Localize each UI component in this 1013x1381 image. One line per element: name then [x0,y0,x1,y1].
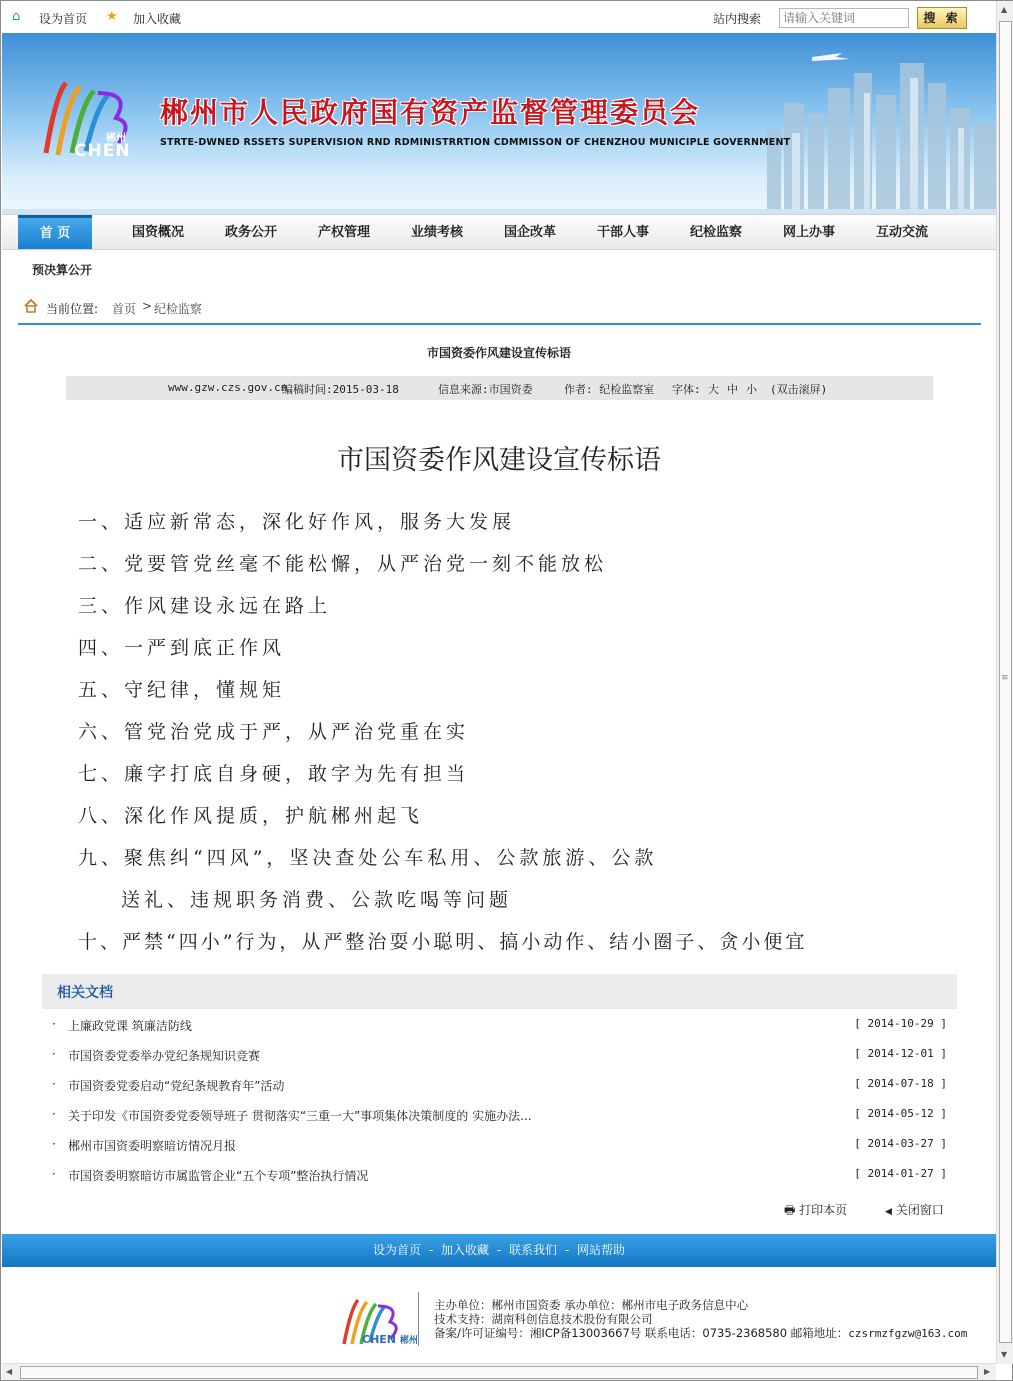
scroll-toggle[interactable]: (双击滚屏) [770,383,828,396]
footer-separator: - [428,1243,434,1257]
subnav-budget[interactable]: 预决算公开 [32,263,93,277]
nav-discipline[interactable]: 纪检监察 [689,225,742,240]
related-doc-link[interactable]: 市国资委党委启动“党纪条规教育年”活动 [68,1079,285,1093]
slogan-line: 八、深化作风提质，护航郴州起飞 [78,805,424,827]
related-docs-header [42,974,957,1009]
add-favorite-link[interactable]: 加入收藏 [133,12,182,26]
slogan-line: 六、管党治党成于严，从严治党重在实 [78,721,470,743]
related-doc-date: [ 2014-05-12 ] [854,1107,947,1120]
logo-cn-text: 郴州 [106,133,126,144]
nav-online-service[interactable]: 网上办事 [782,225,835,240]
slogan-line: 十、严禁“四小”行为，从严整治耍小聪明、搞小动作、结小圈子、贪小便宜 [78,931,808,953]
related-doc-link[interactable]: 上廉政党课 筑廉洁防线 [68,1019,192,1033]
vertical-scrollbar[interactable] [996,1,1013,1364]
slogan-line: 五、守纪律，懂规矩 [78,679,286,701]
nav-reform[interactable]: 国企改革 [503,225,556,240]
bullet-icon: · [52,1047,56,1061]
main-nav [2,214,996,250]
star-icon: ★ [106,9,118,24]
site-banner [2,33,996,214]
related-doc-item[interactable] [52,1135,947,1155]
search-button[interactable]: 搜 索 [917,7,967,29]
bullet-icon: · [52,1017,56,1031]
info-font-label: 字体: [672,383,701,396]
horizontal-scrollbar[interactable] [2,1363,996,1380]
page-viewport [2,2,996,1363]
nav-home[interactable]: 首 页 [18,215,92,249]
close-window-button[interactable] [885,1201,944,1218]
search-label: 站内搜索 [713,12,762,26]
related-doc-date: [ 2014-03-27 ] [854,1137,947,1150]
footer-favorite-link[interactable]: 加入收藏 [440,1243,489,1257]
slogan-line: 一、适应新常态，深化好作风，服务大发展 [78,511,516,533]
article-title: 市国资委作风建设宣传标语 [337,445,661,476]
nav-personnel[interactable]: 干部人事 [596,225,649,240]
related-doc-link[interactable]: 市国资委党委举办党纪条规知识竞赛 [68,1049,261,1063]
footer-sponsor: 主办单位：郴州市国资委 承办单位：郴州市电子政务信息中心 [434,1298,749,1312]
close-label: 关闭窗口 [895,1203,944,1217]
info-site: www.gzw.czs.gov.cn [168,381,288,394]
scroll-grip-icon: ≡ [1001,673,1009,683]
related-doc-date: [ 2014-10-29 ] [854,1017,947,1030]
info-source: 信息来源:市国资委 [438,383,533,396]
scroll-left-icon[interactable]: ◀ [6,1367,13,1376]
print-button[interactable] [784,1201,847,1222]
slogan-line: 七、廉字打底自身硬，敢字为先有担当 [78,763,470,785]
home-icon: ⌂ [12,9,21,24]
footer-tech-support: 技术支持：湖南科创信息技术股份有限公司 [434,1312,653,1326]
related-doc-link[interactable]: 郴州市国资委明察暗访情况月报 [68,1139,237,1153]
breadcrumb-label: 当前位置: [46,302,99,316]
slogan-line: 三、作风建设永远在路上 [78,595,332,617]
footer-separator: - [564,1243,570,1257]
nav-interaction[interactable]: 互动交流 [875,225,928,240]
info-author: 作者: 纪检监察室 [564,383,655,396]
breadcrumb-current-link[interactable]: 纪检监察 [154,302,203,316]
related-docs-title: 相关文档 [57,985,113,1001]
top-bar [2,2,996,33]
slogan-line: 九、聚焦纠“四风”，坚决查处公车私用、公款旅游、公款 [78,847,658,869]
related-doc-item[interactable] [52,1015,947,1035]
home-icon [24,299,38,313]
search-input[interactable] [779,8,909,28]
article-info-bar [66,376,933,400]
footer-help-link[interactable]: 网站帮助 [577,1243,626,1257]
footer-icp [434,1325,967,1341]
bullet-icon: · [52,1107,56,1121]
print-label: 打印本页 [799,1203,848,1217]
nav-property[interactable]: 产权管理 [317,225,370,240]
nav-performance[interactable]: 业绩考核 [410,225,463,240]
footer-logo-text: CHEN 郴州 [362,1333,418,1346]
bullet-icon: · [52,1137,56,1151]
footer-links-bar [2,1234,996,1267]
bullet-icon: · [52,1077,56,1091]
slogan-line: 二、党要管党丝毫不能松懈，从严治党一刻不能放松 [78,553,608,575]
related-doc-item[interactable] [52,1165,947,1185]
related-doc-link[interactable]: 市国资委明察暗访市属监管企业“五个专项”整治执行情况 [68,1169,369,1183]
breadcrumb [18,292,981,325]
footer-set-home-link[interactable]: 设为首页 [372,1243,421,1257]
breadcrumb-home-link[interactable]: 首页 [112,302,137,316]
footer-separator: - [496,1243,502,1257]
horizontal-scroll-thumb[interactable] [20,1366,978,1379]
article-header-title: 市国资委作风建设宣传标语 [426,346,571,360]
breadcrumb-separator: > [142,299,153,313]
font-small-button[interactable]: 小 [746,383,757,396]
related-doc-date: [ 2014-12-01 ] [854,1047,947,1060]
scroll-down-icon[interactable]: ▼ [1001,1350,1008,1359]
set-home-link[interactable]: 设为首页 [39,12,88,26]
slogan-line: 四、一严到底正作风 [78,637,286,659]
back-arrow-icon: ◀ [885,1207,892,1217]
printer-icon: 🖶 [784,1203,796,1217]
footer-contact-link[interactable]: 联系我们 [509,1243,558,1257]
site-subtitle: STRTE-DWNED RSSETS SUPERVISION RND RDMINISTRRTION CDMMISSON OF CHENZHOU MUNICIPLE GOVERNMENT [160,137,791,148]
info-edit-time: 编稿时间:2015-03-18 [282,383,399,396]
related-doc-link[interactable]: 关于印发《市国资委党委领导班子 贯彻落实“三重一大”事项集体决策制度的 实施办法... [68,1109,532,1123]
related-doc-date: [ 2014-01-27 ] [854,1167,947,1180]
logo-text: CHEN [74,141,131,161]
bullet-icon: · [52,1167,56,1181]
related-doc-item[interactable] [52,1075,947,1095]
nav-gov-affairs[interactable]: 政务公开 [224,225,277,240]
footer-email: czsrmzfgzw@163.com [848,1327,968,1340]
footer-icp-text: 备案/许可证编号：湘ICP备13003667号 联系电话：0735-2368580 邮箱地址： [434,1326,849,1340]
site-title: 郴州市人民政府国有资产监督管理委员会 [160,96,701,129]
related-doc-date: [ 2014-07-18 ] [854,1077,947,1090]
scroll-right-icon[interactable]: ▶ [984,1367,991,1376]
footer-divider [418,1292,419,1346]
slogan-line: 送礼、违规职务消费、公款吃喝等问题 [121,889,513,911]
scroll-up-icon[interactable]: ▲ [1001,5,1008,14]
related-doc-item[interactable] [52,1045,947,1065]
related-doc-item[interactable] [52,1105,947,1125]
nav-overview[interactable]: 国资概况 [131,225,184,240]
font-large-button[interactable]: 大 [708,383,719,396]
font-mid-button[interactable]: 中 [727,383,738,396]
